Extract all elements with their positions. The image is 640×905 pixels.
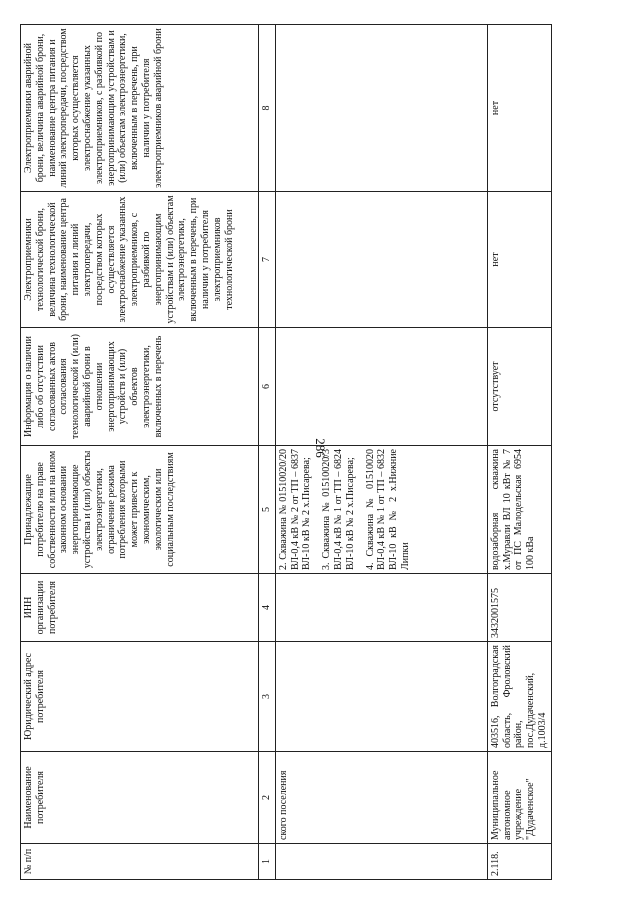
column-number: 6	[259, 328, 276, 446]
column-number: 4	[259, 574, 276, 642]
emergency-reserve-value: нет	[487, 25, 551, 192]
column-number: 5	[259, 446, 276, 574]
continued-wells-cell	[275, 446, 487, 574]
column-number: 1	[259, 844, 276, 880]
column-number: 2	[259, 752, 276, 844]
continued-row	[275, 25, 487, 880]
header-tech-reserve: Электроприемники технологической брони, величина технологической брони, наименование центра питания и линий электропередачи, посредством которых осуществляется электроснабжение указанных электроприемников, с разбивкой по энергопринимающим устройствам и (или) объектам электроэнергетики, включенным в перечень, при наличии у потребителя электроприемников технологической брони	[21, 192, 259, 328]
continued-name-fragment: ского поселения	[275, 752, 487, 844]
header-equipment: Принадлежащие потребителю на праве собственности или на ином законном основании энергопринимающие устройства и (или) объекты электроэнергетики, ограничение режима потребления которыми может привести к экономическим, экологическим или социальным последствиям	[21, 446, 259, 574]
header-acts: Информация о наличии либо об отсутствии согласованных актов согласования технологической и (или) аварийной брони в отношении энергопринимающих устройств и (или) объектов электроэнергетики, включенных в перечень	[21, 328, 259, 446]
equipment-description: водозаборная скважина х.Муравли ВЛ 10 кВт № 7 от ПС Малодельская 6954 100 кВа	[487, 446, 551, 574]
header-inn: ИНН организации потребителя	[21, 574, 259, 642]
row-number: 2.118.	[487, 844, 551, 880]
well-item: 4. Скважина № 01510020 ВЛ-0,4 кВ № 1 от ТП – 6832 ВЛ-10 кВ № 2 х.Нижние Липки	[364, 449, 411, 570]
inn-value: 3432001575	[487, 574, 551, 642]
column-number-row	[259, 25, 276, 880]
legal-address: 403516, Волгоградская область, Фроловский район, пос.Дудаченский, д.1003/4	[487, 642, 551, 752]
well-item: 2. Скважина № 01510020/20 ВЛ-0,4 кВ № 2 от ТП – 6837 ВЛ-10 кВ № 2 х.Писарева;	[277, 449, 313, 570]
rotated-table-sheet	[20, 25, 620, 880]
table-row-2-118	[487, 25, 551, 880]
header-emergency-reserve: Электроприемники аварийной брони, величина аварийной брони, наименование центра питания и линий электропередачи, посредством которых осуществляется электроснабжение указанных электроприемников, с разбивкой по энергопринимающим устройствам и (или) объектам электроэнергетики, включенным в перечень, при наличии у потребителя электроприемников аварийной брони	[21, 25, 259, 192]
header-legal-address: Юридический адрес потребителя	[21, 642, 259, 752]
header-row	[21, 25, 259, 880]
page-number: 286	[313, 438, 328, 458]
consumer-name: Муниципальное автономное учреждение "Дудаченское"	[487, 752, 551, 844]
column-number: 8	[259, 25, 276, 192]
tech-reserve-value: нет	[487, 192, 551, 328]
header-consumer-name: Наименование потребителя	[21, 752, 259, 844]
column-number: 7	[259, 192, 276, 328]
column-number: 3	[259, 642, 276, 752]
consumers-table	[20, 24, 552, 880]
well-item: 3. Скважина № 01510020/3 ВЛ-0,4 кВ № 1 от ТП – 6824 ВЛ-10 кВ № 2 х.Писарева;	[321, 449, 356, 570]
header-number: № п/п	[21, 844, 259, 880]
acts-status: отсутствует	[487, 328, 551, 446]
